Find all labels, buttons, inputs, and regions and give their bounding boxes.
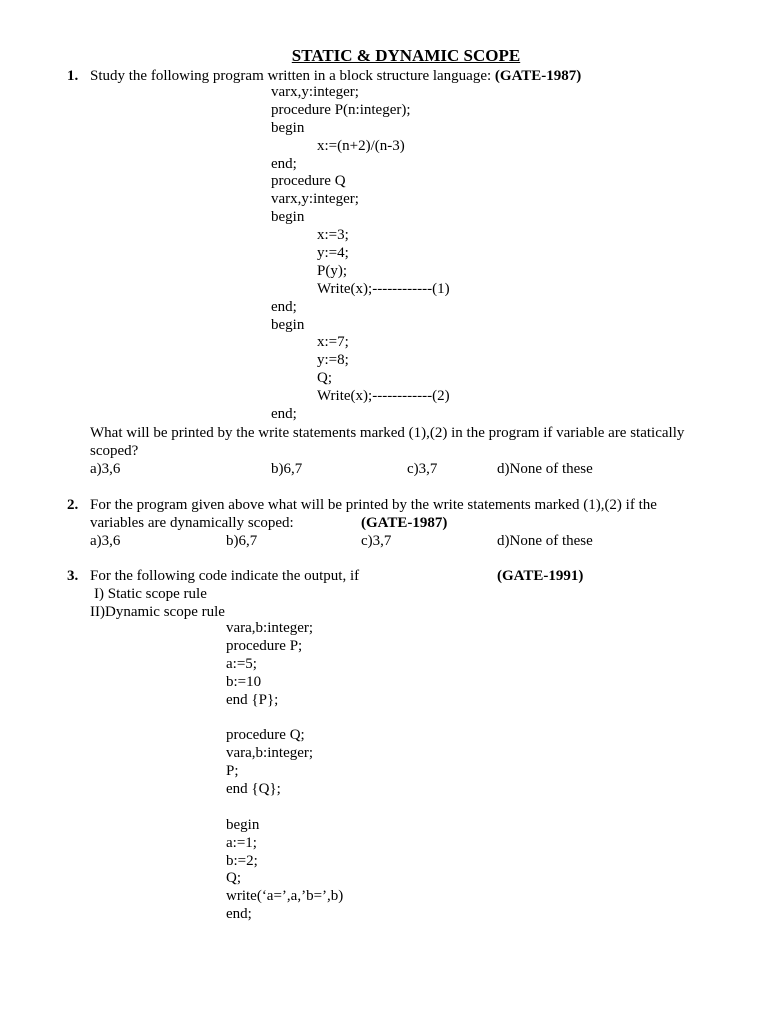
question-1-code [271,84,450,424]
question-1-number: 1. [67,68,79,84]
question-3-number: 3. [67,568,79,584]
code-line: procedure P; [226,637,303,654]
question-1-option-a: a)3,6 [90,461,121,477]
question-1-tag: (GATE-1987) [494,68,582,84]
code-line: begin [271,209,305,226]
code-line [226,709,343,727]
code-line: P; [226,763,239,780]
code-line: end; [226,906,252,923]
question-1-option-c: c)3,7 [407,461,438,477]
code-line: procedure Q [271,173,346,190]
code-line: a:=5; [226,655,257,672]
code-line: begin [271,119,305,136]
code-line: begin [271,316,305,333]
code-line: procedure Q; [226,727,305,744]
question-2-option-b: b)6,7 [226,533,258,549]
code-line: Write(x);------------(1) [317,280,450,297]
question-1-prompt: Study the following program written in a block structure language: [90,68,492,84]
code-line: end {Q}; [226,781,281,798]
code-line: x:=3; [317,227,349,244]
question-2-option-a: a)3,6 [90,533,121,549]
code-line: procedure P(n:integer); [271,101,411,118]
question-3-text: For the following code indicate the output, if [90,568,360,584]
code-line: Write(x);------------(2) [317,388,450,405]
code-line: x:=(n+2)/(n-3) [317,137,405,154]
code-line: Q; [317,370,332,387]
code-line: write(‘a=’,a,’b=’,b) [226,888,344,905]
question-1-option-b: b)6,7 [271,461,303,477]
code-line: end; [271,155,297,172]
code-line: begin [226,816,260,833]
question-3-rule-1: I) Static scope rule [94,586,207,602]
code-line [226,799,343,817]
code-line: a:=1; [226,834,257,851]
question-3-code [226,620,343,924]
code-line: vara,b:integer; [226,620,314,636]
code-line: end; [271,298,297,315]
code-line: x:=7; [317,334,349,351]
question-1-text [90,67,700,85]
code-line: vara,b:integer; [226,745,314,762]
question-2-number: 2. [67,497,79,513]
code-line: y:=4; [317,245,349,262]
code-line: end {P}; [226,691,279,708]
code-line: varx,y:integer; [271,84,359,100]
code-line: P(y); [317,262,347,279]
code-line: Q; [226,870,241,887]
question-3-rule-2: II)Dynamic scope rule [90,604,225,620]
page-title: STATIC & DYNAMIC SCOPE [291,46,521,65]
question-2-option-d: d)None of these [497,533,593,549]
question-1-option-d: d)None of these [497,461,593,477]
code-line: b:=2; [226,852,258,869]
question-3-tag: (GATE-1991) [497,568,584,584]
question-2-option-c: c)3,7 [361,533,392,549]
code-line: b:=10 [226,673,262,690]
code-line: y:=8; [317,352,349,369]
code-line: end; [271,406,297,423]
code-line: varx,y:integer; [271,191,359,208]
question-2-tag: (GATE-1987) [361,515,448,531]
question-2-text: For the program given above what will be printed by the write statements marked (1),(2) if the variables are dynamically scoped: [90,497,657,531]
question-1-question: What will be printed by the write statements marked (1),(2) in the program if variable are statically scoped? [90,425,685,459]
